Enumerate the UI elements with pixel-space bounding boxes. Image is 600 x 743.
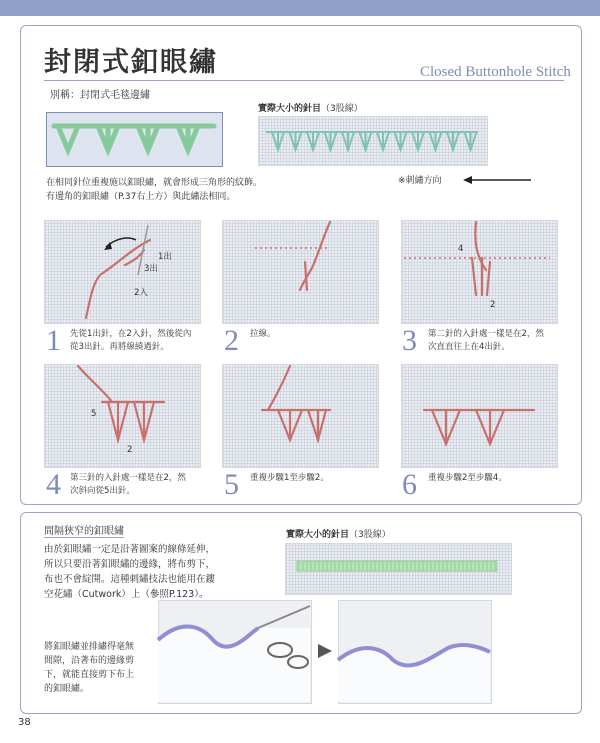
step-2-number: 2 [224, 324, 239, 357]
section2-heading: 間隔狹窄的釦眼繡 [44, 522, 124, 538]
step-1-label-3: 3出 [144, 264, 158, 274]
step-3-number: 3 [402, 324, 417, 357]
step-3-text: 第二針的入針處一樣是在2，然 次直直往上在4出針。 [428, 329, 544, 352]
section2-caption: 將釦眼繡並排繡得毫無 間隙，沿著布的邊緣剪 下，就能直接剪下布上 的釦眼繡。 [44, 642, 135, 694]
step-1-label-2: 2入 [134, 288, 148, 298]
page-number: 38 [18, 717, 31, 728]
step-3-label-2: 2 [490, 300, 496, 310]
step-5-text: 重複步驟1至步驟2。 [250, 473, 329, 483]
english-title: Closed Buttonhole Stitch [420, 64, 571, 80]
step-4-number: 4 [46, 468, 61, 501]
step-6-text: 重複步驟2至步驟4。 [428, 473, 507, 483]
step-4-label-5: 5 [91, 409, 97, 419]
section2-actual-size-label: 實際大小的針目（3股線） [286, 530, 391, 540]
alias-text: 別稱：封閉式毛毯邊繡 [50, 90, 150, 101]
step-5-number: 5 [224, 468, 239, 501]
arrow-right-icon [318, 644, 332, 658]
step-2-text: 拉線。 [250, 329, 276, 339]
fabric-before-drawing [158, 600, 310, 702]
step-4-label-2: 2 [127, 445, 133, 455]
intro-text: 在相同針位重複施以釦眼繡，就會形成三角形的紋飾。 有邊角的釦眼繡（P.37右上方）與此繡法相同。 [46, 178, 263, 202]
step-1-text: 先從1出針，在2入針，然後從內 從3出針。再將線繞過針。 [70, 329, 192, 352]
step-1-label-1: 1出 [158, 252, 172, 262]
fabric-after-drawing [338, 600, 490, 702]
step-6-number: 6 [402, 468, 417, 501]
actual-size-label: 實際大小的針目（3股線） [258, 104, 363, 114]
section2-paragraph: 由於釦眼繡一定是沿著圖案的線條延伸， 所以只要沿著釦眼繡的邊緣，將布剪下， 布也不會綻開。這種刺繡技法也能用在鏤 空花繡（Cutwork）上（參照P.123）。 [44, 544, 216, 600]
step-3-label-4: 4 [458, 244, 464, 254]
section2-sample-stitches [285, 543, 510, 593]
page-title: 封閉式釦眼繡 [44, 47, 218, 78]
step-4-text: 第三針的入針處一樣是在2，然 次斜向從5出針。 [70, 473, 186, 496]
direction-note: ※刺繡方向 [398, 176, 442, 186]
step-1-number: 1 [46, 324, 61, 357]
